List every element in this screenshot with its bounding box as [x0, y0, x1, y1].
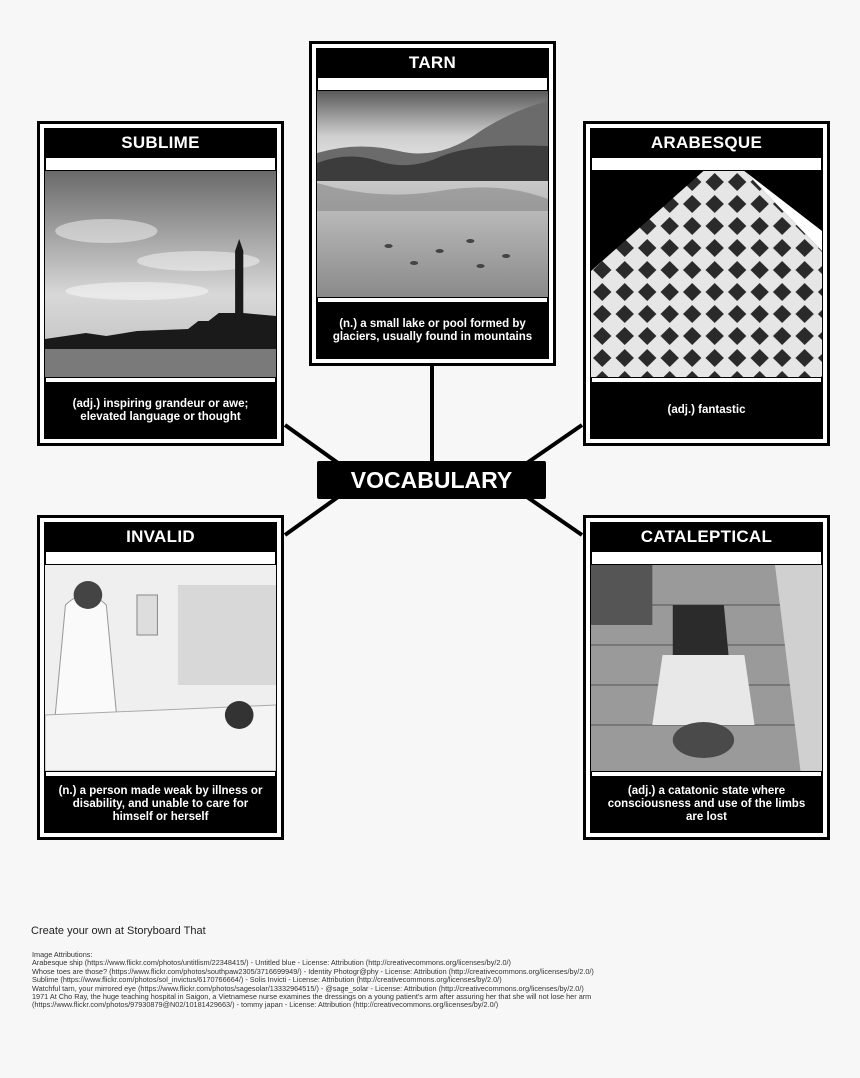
attribution-line: Watchful tarn, your mirrored eye (https://www.flickr.com/photos/sagesolar/13332964515/) - @sage_solar - License: Attribution (http://creativecommons.org/licenses/by/2.0/) [32, 983, 584, 993]
card-title: CATALEPTICAL [590, 522, 823, 552]
create-your-own-link[interactable]: Create your own at Storyboard That [31, 925, 206, 937]
tarn-lake-image [316, 90, 549, 298]
connector-cataleptical [527, 497, 582, 535]
card-arabesque [583, 121, 830, 446]
card-invalid [37, 515, 284, 840]
connector-arabesque [527, 425, 582, 463]
card-definition: (n.) a person made weak by illness or disability, and unable to care for himself or herself [44, 776, 277, 833]
center-vocabulary-label: VOCABULARY [317, 461, 546, 499]
attribution-line: Arabesque ship (https://www.flickr.com/photos/untitlism/22348415/) - Untitled blue - License: Attribution (http://creativecommons.org/licenses/by/2.0/) [32, 958, 511, 968]
image-attributions [32, 951, 832, 1010]
cataleptical-person-on-stairs-image [590, 564, 823, 772]
attribution-line: 1971 At Cho Ray, the huge teaching hospital in Saigon, a Vietnamese nurse examines the dressings on a young patient's arm after assuring her that she will not lose her arm [32, 992, 592, 1002]
card-title: INVALID [44, 522, 277, 552]
attribution-line: Sublime (https://www.flickr.com/photos/sol_invictus/6170766664/) - Solis Invicti - License: Attribution (http://creativecommons.org/licenses/by/2.0/) [32, 975, 502, 985]
card-definition: (adj.) a catatonic state where consciousness and use of the limbs are lost [590, 776, 823, 833]
card-definition: (n.) a small lake or pool formed by glaciers, usually found in mountains [316, 302, 549, 359]
sublime-city-skyline-image [44, 170, 277, 378]
card-title: TARN [316, 48, 549, 78]
connector-invalid [285, 497, 338, 535]
card-title: SUBLIME [44, 128, 277, 158]
card-sublime [37, 121, 284, 446]
arabesque-lattice-image [590, 170, 823, 378]
invalid-nurse-patient-image [44, 564, 277, 772]
attributions-heading: Image Attributions: [32, 950, 93, 959]
card-tarn [309, 41, 556, 366]
attribution-line: (https://www.flickr.com/photos/97930879@N02/10181429663/) - tommy japan - License: Attribution (http://creativecommons.org/licenses/by/2.0/) [32, 1000, 499, 1010]
connector-sublime [285, 425, 338, 463]
card-cataleptical [583, 515, 830, 840]
card-definition: (adj.) fantastic [590, 382, 823, 439]
card-title: ARABESQUE [590, 128, 823, 158]
card-definition: (adj.) inspiring grandeur or awe; elevated language or thought [44, 382, 277, 439]
attribution-line: Whose toes are those? (https://www.flickr.com/photos/southpaw2305/3716699949/) - Identity Photogr@phy - License: Attribution (http://creativecommons.org/licenses/by/2.0/) [32, 966, 594, 976]
